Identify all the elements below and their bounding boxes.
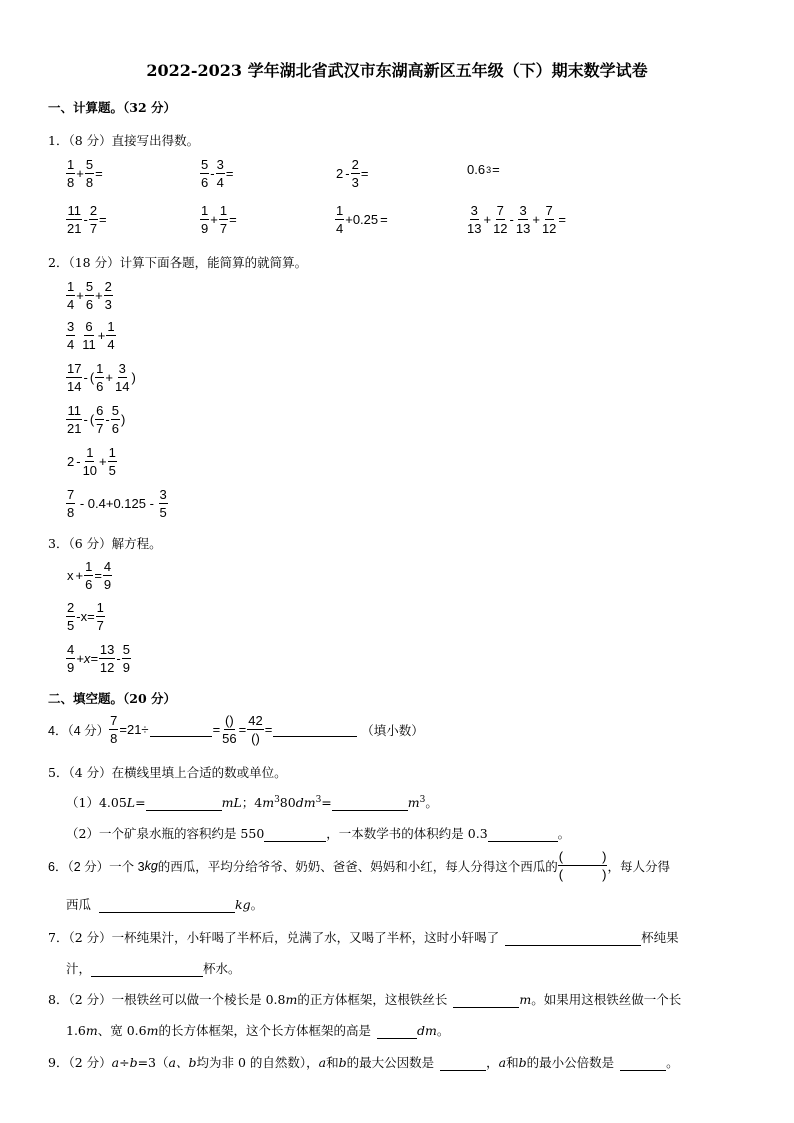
q3-equation-3: $\frac{4}{9}$ +x= $\frac{13}{12}$ - $\frac{5}{9}$	[67, 642, 130, 675]
answer-blank[interactable]	[146, 796, 222, 811]
question-6-line-2: 西瓜 kg。	[66, 897, 264, 912]
q1-item-4: 0.6 3 =	[467, 162, 500, 177]
fraction: $\frac{11}{21}$	[67, 403, 82, 436]
fraction: $\frac{5}{6}$	[201, 157, 209, 190]
section-heading: 一、计算题。（32 分）	[48, 100, 176, 115]
fraction: $\frac{1}{4}$	[67, 279, 75, 312]
fraction: $\frac{5}{9}$	[122, 642, 130, 675]
fraction: $\frac{1}{6}$	[96, 361, 104, 394]
fraction: $\frac{7}{12}$	[493, 203, 508, 236]
answer-blank[interactable]	[453, 993, 519, 1008]
section-heading: 二、填空题。（20 分）	[48, 691, 176, 706]
fraction: $\frac{1}{6}$	[85, 559, 93, 592]
fraction: $\frac{3}{4}$	[216, 157, 224, 190]
fraction: $\frac{3}{5}$	[159, 487, 167, 520]
fraction: $\frac{1}{4}$	[107, 319, 115, 352]
fraction: $\frac{3}{4}$	[67, 319, 75, 352]
answer-blank[interactable]	[620, 1056, 666, 1071]
fraction: $\frac{7}{8}$	[67, 487, 75, 520]
q2-item-3: $\frac{17}{14}$ - ( $\frac{1}{6}$ + $\frac{3}{14}$ )	[67, 361, 136, 394]
q2-item-2: $\frac{3}{4}$ $\frac{6}{11}$ + $\frac{1}{4}$	[67, 319, 115, 352]
fraction: $\frac{3}{13}$	[515, 203, 531, 236]
q1-item-2: $\frac{5}{6}$ - $\frac{3}{4}$ =	[201, 157, 234, 190]
answer-blank[interactable]	[273, 722, 357, 737]
question-8-line-1: 8．（2 分）一根铁丝可以做一个棱长是 0.8m的正方体框架，这根铁丝长 m。如果用这根铁丝做一个长	[48, 992, 682, 1007]
fraction: $\frac{2}{7}$	[89, 203, 98, 236]
q3-equation-2: $\frac{2}{5}$ -x= $\frac{1}{7}$	[67, 600, 104, 633]
q2-item-4: $\frac{11}{21}$ - ( $\frac{6}{7}$ - $\frac{5}{6}$ )	[67, 403, 126, 436]
fraction: $\frac{17}{14}$	[67, 361, 82, 394]
question-1-heading: 1．（8 分）直接写出得数。	[48, 133, 200, 148]
q2-item-1: $\frac{1}{4}$ + $\frac{5}{6}$ + $\frac{2}{3}$	[67, 279, 112, 312]
fraction: $\frac{2}{3}$	[104, 279, 112, 312]
answer-blank[interactable]	[99, 898, 235, 913]
answer-blank[interactable]	[505, 931, 641, 946]
page-title: 2022-2023 学年湖北省武汉市东湖高新区五年级（下）期末数学试卷	[146, 61, 648, 80]
question-9: 9．（2 分）a÷b=3（a、b均为非 0 的自然数），a和b的最大公因数是 ，a和b的最小公倍数是 。	[48, 1055, 679, 1070]
answer-blank[interactable]	[264, 827, 326, 842]
question-8-line-2: 1.6m、宽 0.6m的长方体框架，这个长方体框架的高是 dm。	[66, 1023, 450, 1038]
q1-item-1: $\frac{1}{8}$ + $\frac{5}{8}$ =	[67, 157, 103, 190]
answer-blank[interactable]	[440, 1056, 486, 1071]
fraction: $\frac{5}{6}$	[85, 279, 94, 312]
fraction: $\frac{5}{8}$	[85, 157, 94, 190]
question-7-line-2: 汁， 杯水。	[66, 961, 241, 976]
fraction: $\frac{()}{56}$	[222, 713, 237, 746]
fraction: $\frac{6}{11}$	[82, 319, 96, 352]
fraction: $\frac{7}{8}$	[110, 713, 118, 746]
q1-item-3: 2 - $\frac{2}{3}$ =	[336, 157, 369, 190]
fraction: $\frac{1}{5}$	[108, 445, 116, 478]
question-5-line-2: （2）一个矿泉水瓶的容积约是 550 ，一本数学书的体积约是 0.3 。	[66, 826, 571, 841]
fraction: $\frac{1}{10}$	[82, 445, 98, 478]
fraction: $\frac{5}{6}$	[111, 403, 119, 436]
fraction: $\frac{4}{9}$	[67, 642, 75, 675]
answer-blank[interactable]	[150, 722, 212, 737]
fraction: $\frac{7}{12}$	[541, 203, 557, 236]
question-2-heading: 2．（18 分）计算下面各题，能简算的就简算。	[48, 255, 308, 270]
answer-blank[interactable]	[488, 827, 558, 842]
answer-blank[interactable]	[91, 962, 203, 977]
fraction: $\frac{3}{13}$	[467, 203, 482, 236]
fraction: $\frac{1}{7}$	[96, 600, 104, 633]
q1-item-5: $\frac{11}{21}$ - $\frac{2}{7}$ =	[67, 203, 107, 236]
question-7-line-1: 7．（2 分）一杯纯果汁，小轩喝了半杯后，兑满了水，又喝了半杯，这时小轩喝了 杯纯果	[48, 930, 679, 945]
fraction: $\frac{6}{7}$	[96, 403, 104, 436]
fraction: $\frac{1}{4}$	[336, 203, 344, 236]
fraction: $\frac{13}{12}$	[99, 642, 115, 675]
q1-item-7: $\frac{1}{4}$ +0.25 =	[336, 203, 388, 236]
q1-item-6: $\frac{1}{9}$ + $\frac{1}{7}$ =	[201, 203, 237, 236]
question-3-heading: 3．（6 分）解方程。	[48, 536, 162, 551]
fraction: $\frac{1}{9}$	[201, 203, 209, 236]
answer-blank[interactable]	[332, 796, 408, 811]
fraction: $\frac{11}{21}$	[67, 203, 82, 236]
q3-equation-1: x + $\frac{1}{6}$ = $\frac{4}{9}$	[67, 559, 112, 592]
question-4: 4．（4 分） $\frac{7}{8}$ =21÷ = $\frac{()}{56}$ = $\frac{42}{()}$ = （填小数）	[48, 713, 424, 746]
fraction: $\frac{4}{9}$	[103, 559, 112, 592]
fraction: $\frac{3}{14}$	[114, 361, 130, 394]
fraction-blank[interactable]: $\frac{( )}{( )}$	[558, 849, 607, 882]
question-5-heading: 5．（4 分）在横线里填上合适的数或单位。	[48, 765, 287, 780]
answer-blank[interactable]	[377, 1024, 417, 1039]
question-5-line-1: （1）4.05L= mL；$4m^380dm^3= m^3$。	[66, 794, 438, 810]
fraction: $\frac{42}{()}$	[248, 713, 263, 746]
question-6-line-1: 6．（2 分）一个 3 kg 的西瓜，平均分给爷爷、奶奶、爸爸、妈妈和小红，每人分得这个西瓜的 $\frac{( )}{( )}$ ，每人分得	[48, 849, 670, 882]
fraction: $\frac{2}{5}$	[67, 600, 75, 633]
fraction: $\frac{1}{8}$	[67, 157, 75, 190]
q1-item-8: $\frac{3}{13}$ + $\frac{7}{12}$ - $\frac{3}{13}$ + $\frac{7}{12}$ =	[467, 203, 566, 236]
q2-item-6: $\frac{7}{8}$ - 0.4+0.125 - $\frac{3}{5}$	[67, 487, 167, 520]
fraction: $\frac{2}{3}$	[351, 157, 359, 190]
q2-item-5: 2 - $\frac{1}{10}$ + $\frac{1}{5}$	[67, 445, 116, 478]
fraction: $\frac{1}{7}$	[219, 203, 228, 236]
